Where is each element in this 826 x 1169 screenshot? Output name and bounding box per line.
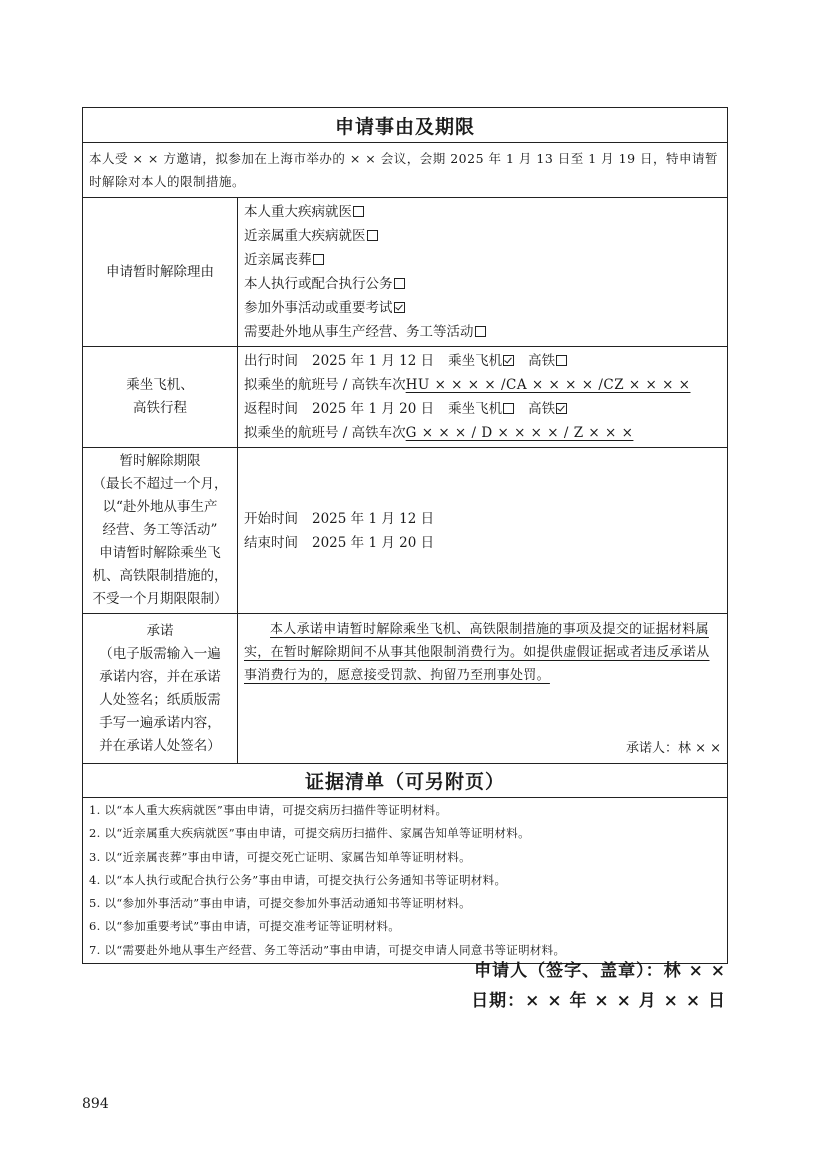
depart-train-checkbox[interactable]	[556, 355, 567, 366]
pledge-label: 承诺 （电子版需输入一遍 承诺内容，并在承诺 人处签名；纸质版需 手写一遍承诺内容， 并在承诺人处签名）	[83, 614, 238, 763]
list-item: 7. 以“需要赴外地从事生产经营、务工等活动”事由申请，可提交申请人同意书等证明材料。	[89, 942, 566, 957]
return-flight-checkbox[interactable]	[503, 403, 514, 414]
reason-option: 参加外事活动或重要考试	[244, 296, 721, 320]
page-number: 894	[82, 1096, 109, 1112]
application-intro: 本人受 × × 方邀请，拟参加在上海市举办的 × × 会议，会期 2025 年 1 月 13 日至 1 月 19 日，特申请暂时解除对本人的限制措施。	[83, 142, 727, 197]
checkbox[interactable]	[313, 254, 324, 265]
depart-line: 出行时间 2025 年 1 月 12 日 乘坐飞机 高铁	[244, 349, 721, 373]
checkbox[interactable]	[367, 230, 378, 241]
applicant-date-line: 日期：× × 年 × × 月 × × 日	[471, 991, 726, 1011]
checkbox[interactable]	[394, 278, 405, 289]
pledge-text: 本人承诺申请暂时解除乘坐飞机、高铁限制措施的事项及提交的证据材料属实，在暂时解除期间不从事其他限制消费行为。如提供虚假证据或者违反承诺从事消费行为的，愿意接受罚款、拘留乃至刑事处罚。	[244, 622, 710, 683]
reason-option: 近亲属丧葬	[244, 248, 721, 272]
list-item: 5. 以“参加外事活动”事由申请，可提交参加外事活动通知书等证明材料。	[89, 896, 471, 911]
checkbox[interactable]	[394, 302, 405, 313]
reasons-row	[83, 197, 727, 346]
list-item: 3. 以“近亲属丧葬”事由申请，可提交死亡证明、家属告知单等证明材料。	[89, 849, 471, 864]
return-number-value: G × × × / D × × × × / Z × × ×	[405, 425, 634, 441]
period-label: 暂时解除期限 （最长不超过一个月， 以“赴外地从事生产 经营、务工等活动” 申请暂时解除乘坐飞 机、高铁限制措施的， 不受一个月期限限制）	[83, 448, 238, 613]
end-line: 结束时间 2025 年 1 月 20 日	[244, 534, 435, 551]
evidence-row	[83, 797, 727, 963]
itinerary-row	[83, 346, 727, 447]
start-line: 开始时间 2025 年 1 月 12 日	[244, 510, 435, 527]
depart-number-value: HU × × × × /CA × × × × /CZ × × × ×	[405, 377, 691, 393]
list-item: 2. 以“近亲属重大疾病就医”事由申请，可提交病历扫描件、家属告知单等证明材料。	[89, 826, 530, 841]
list-item: 1. 以“本人重大疾病就医”事由申请，可提交病历扫描件等证明材料。	[89, 803, 448, 817]
depart-flight-checkbox[interactable]	[503, 355, 514, 366]
applicant-signature-line: 申请人（签字、盖章）：林 × ×	[474, 961, 726, 981]
reasons-label: 申请暂时解除理由	[83, 198, 238, 346]
period-row	[83, 447, 727, 613]
depart-number-line: 拟乘坐的航班号 / 高铁车次HU × × × × /CA × × × × /CZ × × × ×	[244, 377, 691, 393]
section-title-reason-period: 申请事由及期限	[334, 115, 475, 138]
return-line: 返程时间 2025 年 1 月 20 日 乘坐飞机 高铁	[244, 397, 721, 421]
reason-option: 本人执行或配合执行公务	[244, 272, 721, 296]
checkbox[interactable]	[475, 326, 486, 337]
list-item: 4. 以“本人执行或配合执行公务”事由申请，可提交执行公务通知书等证明材料。	[89, 872, 507, 887]
pledge-row	[83, 613, 727, 763]
period-dates	[238, 448, 727, 613]
return-train-checkbox[interactable]	[556, 403, 567, 414]
reasons-options	[238, 198, 727, 346]
list-item: 6. 以“参加重要考试”事由申请，可提交准考证等证明材料。	[89, 919, 401, 934]
section-title-evidence: 证据清单（可另附页）	[83, 763, 727, 797]
return-number-line: 拟乘坐的航班号 / 高铁车次G × × × / D × × × × / Z × × ×	[244, 425, 634, 441]
evidence-list	[83, 798, 571, 963]
reason-option: 本人重大疾病就医	[244, 200, 721, 224]
itinerary-label: 乘坐飞机、高铁行程	[83, 347, 238, 447]
application-form-table	[82, 107, 728, 964]
itinerary-details	[238, 347, 727, 447]
reason-option: 需要赴外地从事生产经营、务工等活动	[244, 320, 721, 344]
pledge-signer: 承诺人：林 × ×	[625, 741, 721, 756]
pledge-content	[238, 614, 727, 763]
checkbox[interactable]	[353, 206, 364, 217]
reason-option: 近亲属重大疾病就医	[244, 224, 721, 248]
